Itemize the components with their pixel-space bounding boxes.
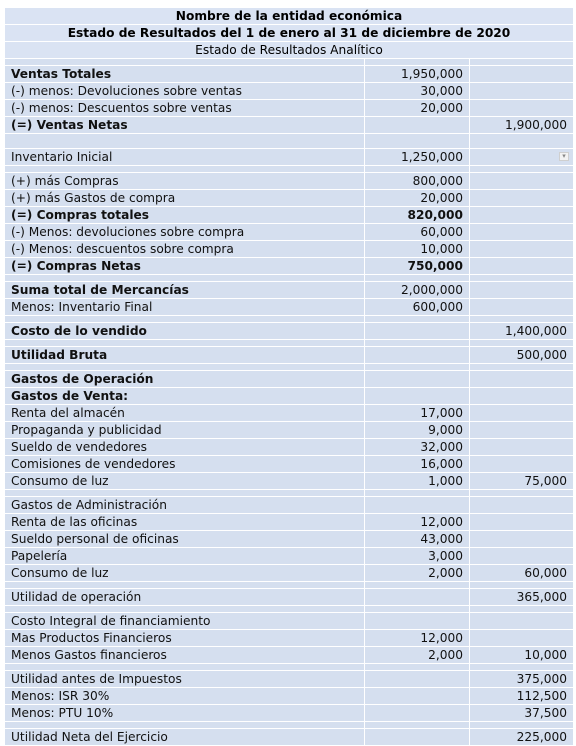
statement-row bbox=[5, 647, 573, 664]
spacer-row bbox=[5, 364, 573, 371]
line-item-label[interactable]: (-) Menos: devoluciones sobre compra bbox=[5, 224, 365, 240]
total-amount-cell[interactable] bbox=[470, 422, 573, 438]
empty-cell bbox=[365, 582, 470, 588]
statement-row bbox=[5, 613, 573, 630]
empty-cell bbox=[365, 166, 470, 172]
total-amount-cell[interactable] bbox=[470, 241, 573, 257]
partial-amount-cell[interactable]: 12,000 bbox=[365, 630, 470, 646]
total-amount-cell[interactable] bbox=[470, 589, 573, 605]
empty-cell bbox=[365, 340, 470, 346]
statement-subtitle: Estado de Resultados Analítico bbox=[5, 42, 573, 59]
line-item-label[interactable]: Sueldo de vendedores bbox=[5, 439, 365, 455]
statement-row bbox=[5, 66, 573, 83]
total-amount-cell[interactable] bbox=[470, 258, 573, 274]
total-amount-cell[interactable] bbox=[470, 405, 573, 421]
empty-cell bbox=[470, 664, 573, 670]
empty-cell bbox=[5, 582, 365, 588]
total-amount-cell[interactable] bbox=[470, 83, 573, 99]
statement-row bbox=[5, 388, 573, 405]
partial-amount-cell[interactable]: 12,000 bbox=[365, 514, 470, 530]
line-item-label[interactable]: Mas Productos Financieros bbox=[5, 630, 365, 646]
total-amount-cell[interactable] bbox=[470, 282, 573, 298]
total-amount-cell[interactable] bbox=[470, 473, 573, 489]
dropdown-arrow-icon[interactable]: ▾ bbox=[559, 152, 569, 161]
line-item-label[interactable]: Propaganda y publicidad bbox=[5, 422, 365, 438]
line-item-label[interactable]: (+) más Gastos de compra bbox=[5, 190, 365, 206]
empty-cell bbox=[365, 316, 470, 322]
statement-row bbox=[5, 531, 573, 548]
line-item-label[interactable]: Menos: PTU 10% bbox=[5, 705, 365, 721]
empty-cell bbox=[470, 59, 573, 65]
statement-row bbox=[5, 565, 573, 582]
line-item-label[interactable]: (=) Ventas Netas bbox=[5, 117, 365, 133]
statement-row bbox=[5, 405, 573, 422]
partial-amount-cell[interactable] bbox=[365, 705, 470, 721]
partial-amount-cell[interactable]: 20,000 bbox=[365, 190, 470, 206]
line-item-label[interactable]: Utilidad Neta del Ejercicio bbox=[5, 729, 365, 745]
statement-row bbox=[5, 589, 573, 606]
empty-cell bbox=[365, 664, 470, 670]
partial-amount-cell[interactable]: 30,000 bbox=[365, 83, 470, 99]
empty-cell bbox=[470, 340, 573, 346]
statement-row bbox=[5, 190, 573, 207]
total-amount-cell[interactable] bbox=[470, 224, 573, 240]
statement-row bbox=[5, 282, 573, 299]
spacer-row bbox=[5, 340, 573, 347]
total-amount-cell[interactable] bbox=[470, 371, 573, 387]
spacer-row bbox=[5, 275, 573, 282]
spacer-row bbox=[5, 490, 573, 497]
partial-amount-cell[interactable]: 60,000 bbox=[365, 224, 470, 240]
statement-row bbox=[5, 630, 573, 647]
line-item-label[interactable]: Ventas Totales bbox=[5, 66, 365, 82]
line-item-label[interactable]: Utilidad Bruta bbox=[5, 347, 365, 363]
statement-row bbox=[5, 548, 573, 565]
total-amount-value: 75,000 bbox=[524, 474, 567, 488]
total-amount-value: 1,400,000 bbox=[504, 324, 567, 338]
statement-row bbox=[5, 473, 573, 490]
statement-period-header: Estado de Resultados del 1 de enero al 31 de diciembre de 2020 bbox=[5, 25, 573, 42]
partial-amount-cell[interactable]: 20,000 bbox=[365, 100, 470, 116]
empty-cell bbox=[470, 134, 573, 148]
total-amount-cell[interactable] bbox=[470, 190, 573, 206]
line-item-label[interactable]: Inventario Inicial bbox=[5, 149, 365, 165]
empty-cell bbox=[365, 364, 470, 370]
total-amount-cell[interactable] bbox=[470, 347, 573, 363]
statement-row bbox=[5, 299, 573, 316]
spacer-row bbox=[5, 582, 573, 589]
total-amount-cell[interactable] bbox=[470, 299, 573, 315]
total-amount-cell[interactable] bbox=[470, 149, 573, 165]
statement-row bbox=[5, 514, 573, 531]
empty-cell bbox=[365, 490, 470, 496]
statement-row bbox=[5, 456, 573, 473]
partial-amount-cell[interactable] bbox=[365, 347, 470, 363]
empty-cell bbox=[365, 275, 470, 281]
spacer-row bbox=[5, 316, 573, 323]
total-amount-cell[interactable] bbox=[470, 456, 573, 472]
spacer-row bbox=[5, 606, 573, 613]
total-amount-cell[interactable] bbox=[470, 173, 573, 189]
line-item-label[interactable]: Menos Gastos financieros bbox=[5, 647, 365, 663]
empty-cell bbox=[470, 275, 573, 281]
total-amount-cell[interactable] bbox=[470, 531, 573, 547]
spacer-row bbox=[5, 166, 573, 173]
total-amount-cell[interactable] bbox=[470, 705, 573, 721]
line-item-label[interactable]: Menos: Inventario Final bbox=[5, 299, 365, 315]
statement-row bbox=[5, 100, 573, 117]
total-amount-cell[interactable] bbox=[470, 388, 573, 404]
spacer-row bbox=[5, 664, 573, 671]
empty-cell bbox=[470, 606, 573, 612]
empty-cell bbox=[365, 134, 470, 148]
line-item-label[interactable]: Sueldo personal de oficinas bbox=[5, 531, 365, 547]
line-item-label[interactable]: Gastos de Administración bbox=[5, 497, 365, 513]
line-item-label[interactable]: Costo de lo vendido bbox=[5, 323, 365, 339]
total-amount-cell[interactable] bbox=[470, 514, 573, 530]
partial-amount-cell[interactable]: 2,000 bbox=[365, 647, 470, 663]
partial-amount-cell[interactable] bbox=[365, 671, 470, 687]
statement-rows bbox=[5, 59, 573, 746]
partial-amount-cell[interactable]: 10,000 bbox=[365, 241, 470, 257]
line-item-label[interactable]: Utilidad antes de Impuestos bbox=[5, 671, 365, 687]
statement-row bbox=[5, 258, 573, 275]
partial-amount-cell[interactable]: 3,000 bbox=[365, 548, 470, 564]
partial-amount-cell[interactable]: 16,000 bbox=[365, 456, 470, 472]
total-amount-cell[interactable] bbox=[470, 548, 573, 564]
spacer-row bbox=[5, 59, 573, 66]
total-amount-cell[interactable] bbox=[470, 630, 573, 646]
empty-cell bbox=[5, 490, 365, 496]
line-item-label[interactable]: Papelería bbox=[5, 548, 365, 564]
total-amount-value: 365,000 bbox=[516, 590, 567, 604]
statement-row bbox=[5, 83, 573, 100]
partial-amount-cell[interactable]: 1,250,000 bbox=[365, 149, 470, 165]
empty-cell bbox=[5, 166, 365, 172]
total-amount-cell[interactable] bbox=[470, 439, 573, 455]
statement-row bbox=[5, 729, 573, 746]
statement-row bbox=[5, 439, 573, 456]
statement-row bbox=[5, 671, 573, 688]
total-amount-cell[interactable] bbox=[470, 565, 573, 581]
partial-amount-cell[interactable] bbox=[365, 589, 470, 605]
statement-row bbox=[5, 705, 573, 722]
statement-row bbox=[5, 371, 573, 388]
line-item-label[interactable]: Renta de las oficinas bbox=[5, 514, 365, 530]
empty-cell bbox=[470, 166, 573, 172]
line-item-label[interactable]: Gastos de Operación bbox=[5, 371, 365, 387]
line-item-label[interactable]: Consumo de luz bbox=[5, 565, 365, 581]
empty-cell bbox=[470, 722, 573, 728]
statement-row bbox=[5, 117, 573, 134]
total-amount-cell[interactable] bbox=[470, 323, 573, 339]
empty-cell bbox=[5, 664, 365, 670]
partial-amount-cell[interactable] bbox=[365, 688, 470, 704]
partial-amount-cell[interactable]: 2,000,000 bbox=[365, 282, 470, 298]
partial-amount-cell[interactable] bbox=[365, 497, 470, 513]
statement-row bbox=[5, 323, 573, 340]
empty-cell bbox=[470, 364, 573, 370]
empty-cell bbox=[5, 316, 365, 322]
line-item-label[interactable]: Costo Integral de financiamiento bbox=[5, 613, 365, 629]
entity-name-header: Nombre de la entidad económica bbox=[5, 8, 573, 25]
total-amount-cell[interactable] bbox=[470, 207, 573, 223]
income-statement-sheet bbox=[4, 8, 573, 746]
partial-amount-cell[interactable]: 32,000 bbox=[365, 439, 470, 455]
partial-amount-cell[interactable] bbox=[365, 117, 470, 133]
spacer-row bbox=[5, 134, 573, 149]
statement-row bbox=[5, 149, 573, 166]
empty-cell bbox=[470, 582, 573, 588]
partial-amount-cell[interactable] bbox=[365, 323, 470, 339]
partial-amount-cell[interactable] bbox=[365, 388, 470, 404]
total-amount-cell[interactable] bbox=[470, 671, 573, 687]
line-item-label[interactable]: Gastos de Venta: bbox=[5, 388, 365, 404]
statement-row bbox=[5, 688, 573, 705]
partial-amount-cell[interactable]: 820,000 bbox=[365, 207, 470, 223]
line-item-label[interactable]: Consumo de luz bbox=[5, 473, 365, 489]
empty-cell bbox=[365, 722, 470, 728]
line-item-label[interactable]: (+) más Compras bbox=[5, 173, 365, 189]
total-amount-cell[interactable] bbox=[470, 497, 573, 513]
total-amount-cell[interactable] bbox=[470, 647, 573, 663]
empty-cell bbox=[365, 59, 470, 65]
partial-amount-cell[interactable]: 17,000 bbox=[365, 405, 470, 421]
statement-row bbox=[5, 224, 573, 241]
empty-cell bbox=[5, 340, 365, 346]
empty-cell bbox=[5, 134, 365, 148]
line-item-label[interactable]: (=) Compras totales bbox=[5, 207, 365, 223]
total-amount-value: 10,000 bbox=[524, 648, 567, 662]
line-item-label[interactable]: (-) menos: Devoluciones sobre ventas bbox=[5, 83, 365, 99]
partial-amount-cell[interactable]: 2,000 bbox=[365, 565, 470, 581]
partial-amount-cell[interactable] bbox=[365, 371, 470, 387]
total-amount-value: 112,500 bbox=[516, 689, 567, 703]
empty-cell bbox=[5, 364, 365, 370]
line-item-label[interactable]: Comisiones de vendedores bbox=[5, 456, 365, 472]
total-amount-value: 500,000 bbox=[516, 348, 567, 362]
line-item-label[interactable]: (=) Compras Netas bbox=[5, 258, 365, 274]
empty-cell bbox=[365, 606, 470, 612]
line-item-label[interactable]: Renta del almacén bbox=[5, 405, 365, 421]
statement-row bbox=[5, 347, 573, 364]
total-amount-value: 60,000 bbox=[524, 566, 567, 580]
partial-amount-cell[interactable]: 9,000 bbox=[365, 422, 470, 438]
statement-row bbox=[5, 207, 573, 224]
total-amount-cell[interactable] bbox=[470, 688, 573, 704]
statement-row bbox=[5, 241, 573, 258]
line-item-label[interactable]: Utilidad de operación bbox=[5, 589, 365, 605]
spacer-row bbox=[5, 722, 573, 729]
line-item-label[interactable]: Menos: ISR 30% bbox=[5, 688, 365, 704]
total-amount-value: 37,500 bbox=[524, 706, 567, 720]
empty-cell bbox=[5, 606, 365, 612]
total-amount-cell[interactable] bbox=[470, 66, 573, 82]
total-amount-value: 375,000 bbox=[516, 672, 567, 686]
empty-cell bbox=[470, 316, 573, 322]
partial-amount-cell[interactable] bbox=[365, 613, 470, 629]
total-amount-cell[interactable] bbox=[470, 100, 573, 116]
total-amount-value: 1,900,000 bbox=[504, 118, 567, 132]
partial-amount-cell[interactable]: 750,000 bbox=[365, 258, 470, 274]
statement-row bbox=[5, 422, 573, 439]
empty-cell bbox=[5, 722, 365, 728]
total-amount-cell[interactable] bbox=[470, 117, 573, 133]
empty-cell bbox=[5, 59, 365, 65]
empty-cell bbox=[470, 490, 573, 496]
line-item-label[interactable]: (-) menos: Descuentos sobre ventas bbox=[5, 100, 365, 116]
statement-row bbox=[5, 173, 573, 190]
empty-cell bbox=[5, 275, 365, 281]
partial-amount-cell[interactable]: 800,000 bbox=[365, 173, 470, 189]
total-amount-value: 225,000 bbox=[516, 730, 567, 744]
line-item-label[interactable]: Suma total de Mercancías bbox=[5, 282, 365, 298]
partial-amount-cell[interactable]: 1,950,000 bbox=[365, 66, 470, 82]
statement-row bbox=[5, 497, 573, 514]
partial-amount-cell[interactable]: 1,000 bbox=[365, 473, 470, 489]
line-item-label[interactable]: (-) Menos: descuentos sobre compra bbox=[5, 241, 365, 257]
partial-amount-cell[interactable]: 43,000 bbox=[365, 531, 470, 547]
partial-amount-cell[interactable]: 600,000 bbox=[365, 299, 470, 315]
total-amount-cell[interactable] bbox=[470, 613, 573, 629]
